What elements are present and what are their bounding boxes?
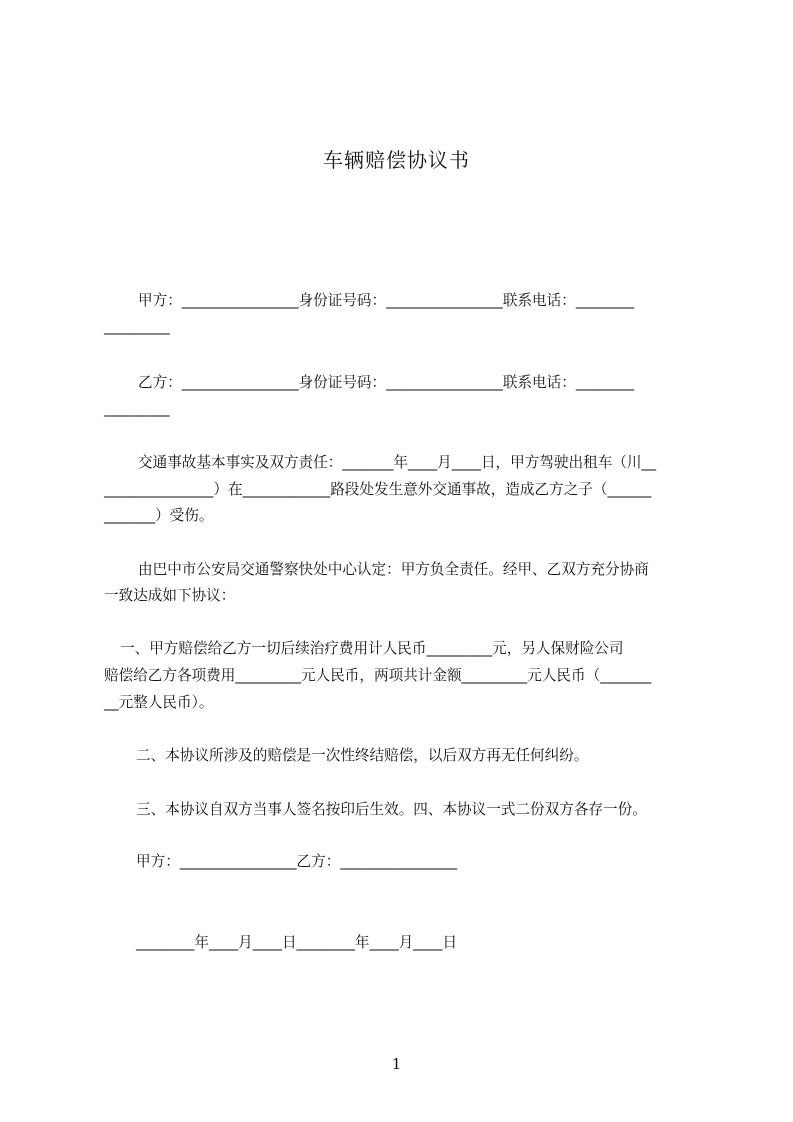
liability-paragraph-line: 一致达成如下协议： xyxy=(104,587,236,604)
document-title: 车辆赔偿协议书 xyxy=(323,148,470,172)
liability-paragraph-line: 由巴中市公安局交通警察快处中心认定：甲方负全责任。经甲、乙双方充分协商 xyxy=(138,561,649,578)
clause-one-line: __元整人民币）。 xyxy=(104,694,214,711)
clause-one-line: 赔偿给乙方各项费用_________元人民币，两项共计金额_________元人民币（_______ xyxy=(104,667,652,684)
accident-facts-line: _______________）在____________路段处发生意外交通事故，造成乙方之子（______ xyxy=(104,481,652,498)
accident-facts-line: _______）受伤。 xyxy=(104,507,214,524)
clause-two: 二、本协议所涉及的赔偿是一次性终结赔偿，以后双方再无任何纠纷。 xyxy=(136,747,589,764)
accident-facts-line: 交通事故基本事实及双方责任：_______年____月____日，甲方驾驶出租车（川__ xyxy=(138,454,657,471)
clause-three-four: 三、本协议自双方当事人签名按印后生效。四、本协议一式二份双方各存一份。 xyxy=(136,801,647,818)
date-line: ________年____月____日________年____月____日 xyxy=(136,934,458,951)
page-number: 1 xyxy=(391,1055,402,1073)
party-a-line: 甲方：________________身份证号码：________________联系电话：________ xyxy=(138,292,635,309)
party-a-line-continued: _________ xyxy=(104,318,170,335)
clause-one-line: 一、甲方赔偿给乙方一切后续治疗费用计人民币_________元，另人保财险公司 xyxy=(120,640,624,657)
party-b-line: 乙方：________________身份证号码：________________联系电话：________ xyxy=(138,374,635,391)
party-b-line-continued: _________ xyxy=(104,400,170,417)
signature-line: 甲方：________________乙方：________________ xyxy=(136,853,458,870)
